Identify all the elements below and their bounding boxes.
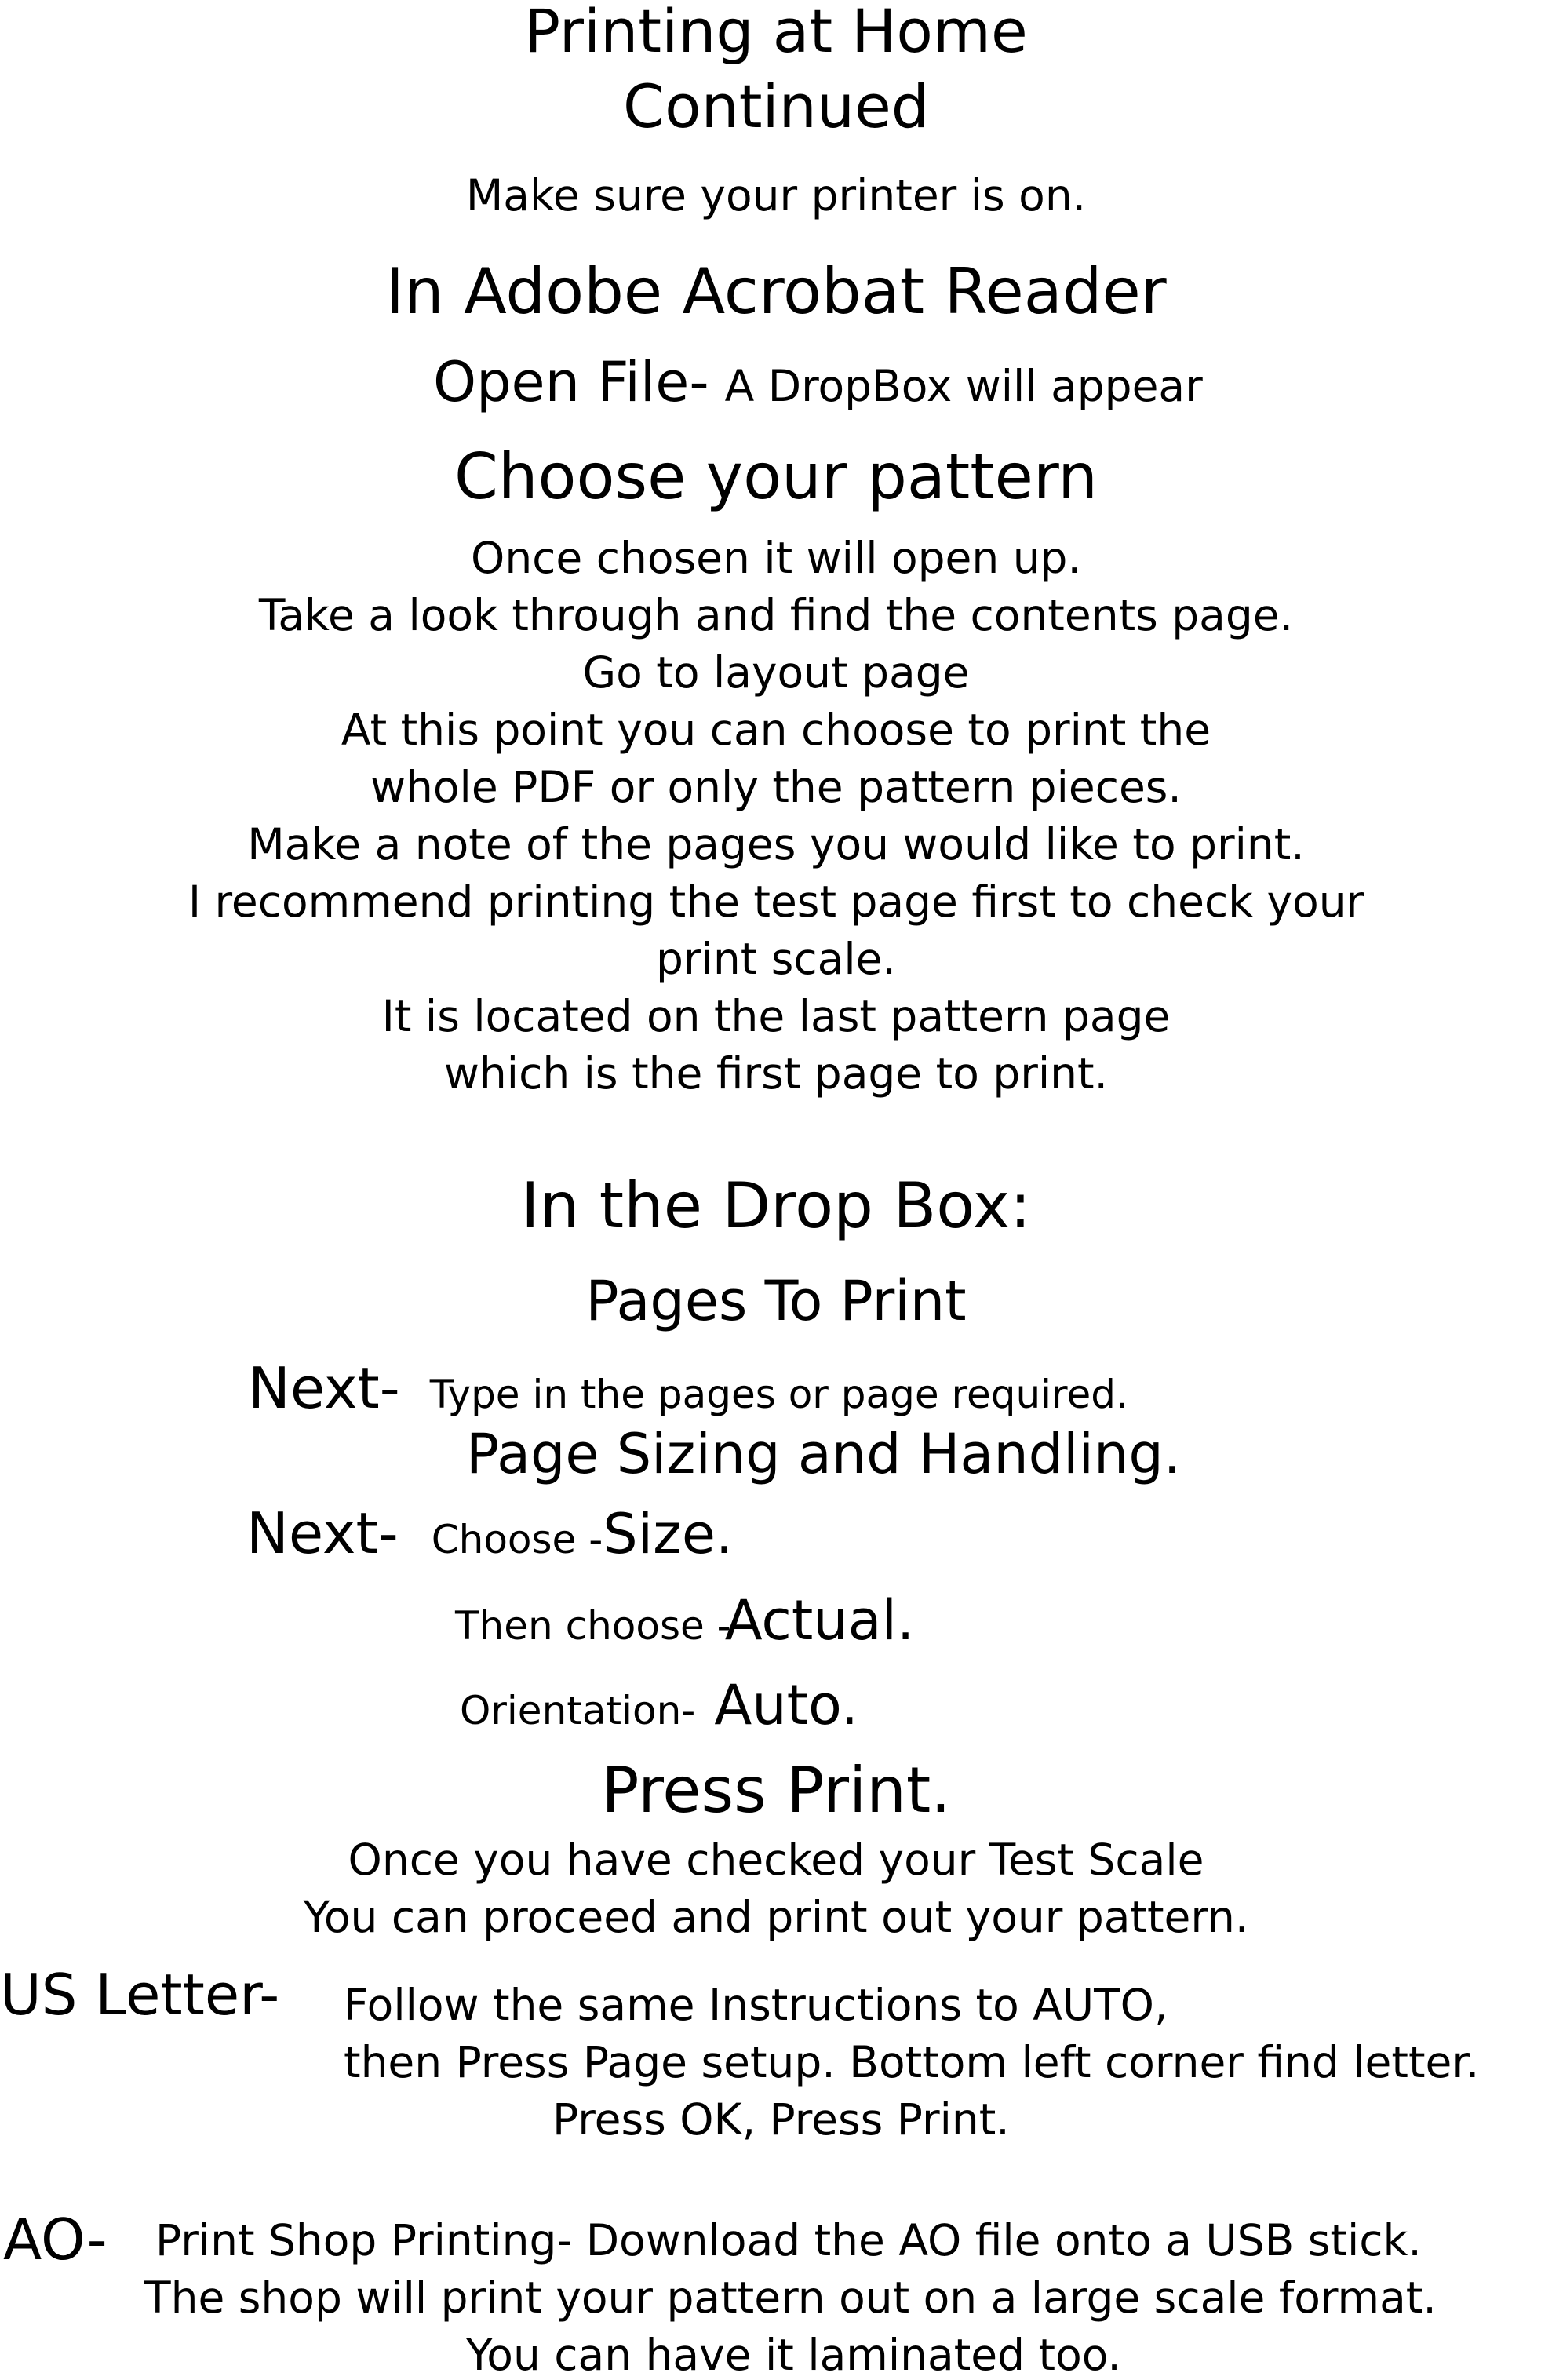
dropbox-heading: In the Drop Box: — [521, 1169, 1031, 1242]
step-line: whole PDF or only the pattern pieces. — [370, 762, 1182, 812]
page-sizing-heading: Page Sizing and Handling. — [466, 1422, 1182, 1486]
step-line: Make a note of the pages you would like to print. — [247, 819, 1305, 869]
step-line: Go to layout page — [582, 647, 970, 698]
next-label: Next- — [246, 1500, 399, 1566]
step-line: Once chosen it will open up. — [471, 533, 1081, 583]
intro-text: Make sure your printer is on. — [465, 170, 1087, 221]
then-choose-value: Actual. — [724, 1588, 915, 1653]
us-letter-label: US Letter- — [0, 1962, 280, 2028]
open-file-row — [433, 350, 1203, 414]
next-pages-text: Type in the pages or page required. — [429, 1372, 1128, 1417]
next-size-row — [246, 1500, 734, 1566]
after-print-line: Once you have checked your Test Scale — [348, 1835, 1204, 1885]
ao-line: The shop will print your pattern out on a large scale format. — [144, 2272, 1437, 2323]
next-pages-row — [248, 1355, 1128, 1421]
us-letter-line: Press OK, Press Print. — [552, 2094, 1010, 2145]
then-choose-prefix: Then choose - — [455, 1603, 731, 1649]
choose-size-prefix: Choose - — [431, 1517, 603, 1562]
orientation-prefix: Orientation- — [460, 1688, 696, 1733]
ao-line: You can have it laminated too. — [466, 2330, 1121, 2380]
orientation-row — [460, 1673, 858, 1737]
page-title-line-2: Continued — [623, 71, 929, 141]
open-file-label: Open File- — [433, 350, 709, 414]
step-line: It is located on the last pattern page — [381, 991, 1171, 1041]
after-print-line: You can proceed and print out your pattern. — [303, 1892, 1249, 1942]
step-line: print scale. — [656, 934, 896, 984]
step-line: At this point you can choose to print the — [341, 705, 1211, 755]
press-print-heading: Press Print. — [601, 1754, 951, 1827]
step-line: Take a look through and find the contents page. — [258, 590, 1294, 640]
then-choose-row — [455, 1588, 915, 1653]
open-file-text: A DropBox will appear — [724, 361, 1203, 411]
ao-label: AO- — [3, 2207, 107, 2272]
pages-to-print-heading: Pages To Print — [585, 1269, 967, 1333]
next-label: Next- — [248, 1355, 400, 1421]
us-letter-line: Follow the same Instructions to AUTO, — [344, 1980, 1168, 2030]
adobe-heading: In Adobe Acrobat Reader — [385, 255, 1167, 328]
choose-size-value: Size. — [603, 1502, 734, 1566]
step-line: which is the first page to print. — [443, 1048, 1109, 1099]
orientation-value: Auto. — [714, 1673, 858, 1737]
choose-pattern-heading: Choose your pattern — [454, 440, 1098, 513]
ao-line: Print Shop Printing- Download the AO file onto a USB stick. — [155, 2215, 1422, 2265]
us-letter-line: then Press Page setup. Bottom left corner find letter. — [344, 2037, 1480, 2087]
step-line: I recommend printing the test page first to check your — [188, 877, 1364, 927]
page-title-line-1: Printing at Home — [524, 0, 1028, 66]
